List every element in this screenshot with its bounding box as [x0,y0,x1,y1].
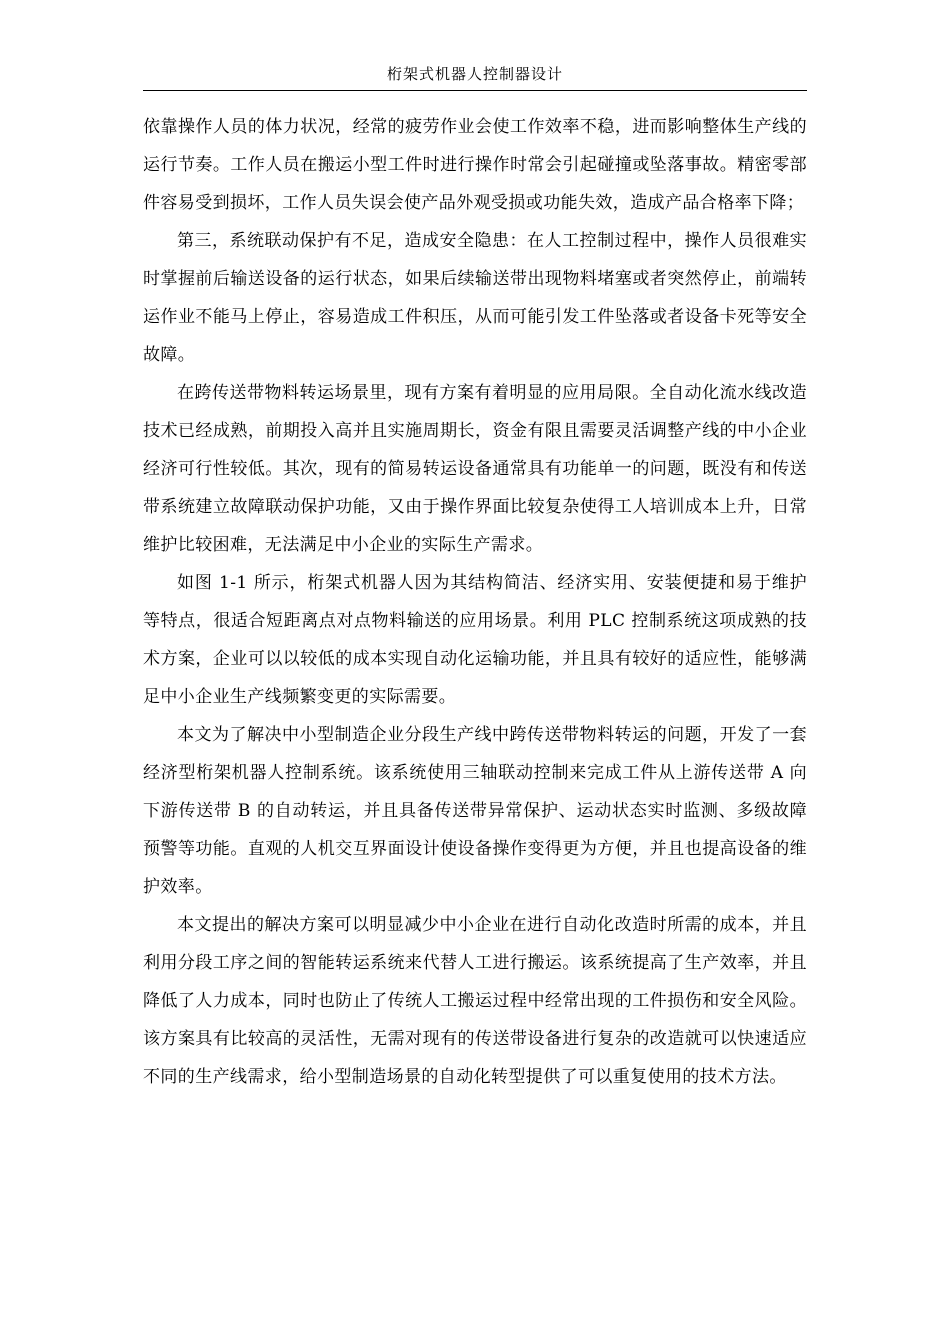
paragraph-gantry-robot: 如图 1-1 所示，桁架式机器人因为其结构简洁、经济实用、安装便捷和易于维护等特点，很适合短距离点对点物料输送的应用场景。利用 PLC 控制系统这项成熟的技术方案，企业可以以较低的成本实现自动化运输功能，并且具有较好的适应性，能够满足中小企业生产线频繁变更的实际需要。 [143,573,807,707]
header-title: 桁架式机器人控制器设计 [386,65,563,83]
paragraph-safety-risk: 第三，系统联动保护有不足，造成安全隐患：在人工控制过程中，操作人员很难实时掌握前后输送设备的运行状态，如果后续输送带出现物料堵塞或者突然停止，前端转运作业不能马上停止，容易造成工件积压，从而可能引发工件坠落或者设备卡死等安全故障。 [143,231,807,365]
paragraph-benefits: 本文提出的解决方案可以明显减少中小企业在进行自动化改造时所需的成本，并且利用分段工序之间的智能转运系统来代替人工进行搬运。该系统提高了生产效率，并且降低了人力成本，同时也防止了传统人工搬运过程中经常出现的工件损伤和安全风险。该方案具有比较高的灵活性，无需对现有的传送带设备进行复杂的改造就可以快速适应不同的生产线需求，给小型制造场景的自动化转型提供了可以重复使用的技术方法。 [143,915,807,1087]
body-text [143,108,807,1096]
running-header [143,60,807,91]
paragraph-existing-limits: 在跨传送带物料转运场景里，现有方案有着明显的应用局限。全自动化流水线改造技术已经成熟，前期投入高并且实施周期长，资金有限且需要灵活调整产线的中小企业经济可行性较低。其次，现有的简易转运设备通常具有功能单一的问题，既没有和传送带系统建立故障联动保护功能，又由于操作界面比较复杂使得工人培训成本上升，日常维护比较困难，无法满足中小企业的实际生产需求。 [143,383,807,555]
paragraph-continued: 依靠操作人员的体力状况，经常的疲劳作业会使工作效率不稳，进而影响整体生产线的运行节奏。工作人员在搬运小型工件时进行操作时常会引起碰撞或坠落事故。精密零部件容易受到损坏，工作人员失误会使产品外观受损或功能失效，造成产品合格率下降； [143,117,807,213]
paragraph-system-overview: 本文为了解决中小型制造企业分段生产线中跨传送带物料转运的问题，开发了一套经济型桁架机器人控制系统。该系统使用三轴联动控制来完成工件从上游传送带 A 向下游传送带 B 的自动转运，并且具备传送带异常保护、运动状态实时监测、多级故障预警等功能。直观的人机交互界面设计使设备操作变得更为方便，并且也提高设备的维护效率。 [143,725,807,897]
